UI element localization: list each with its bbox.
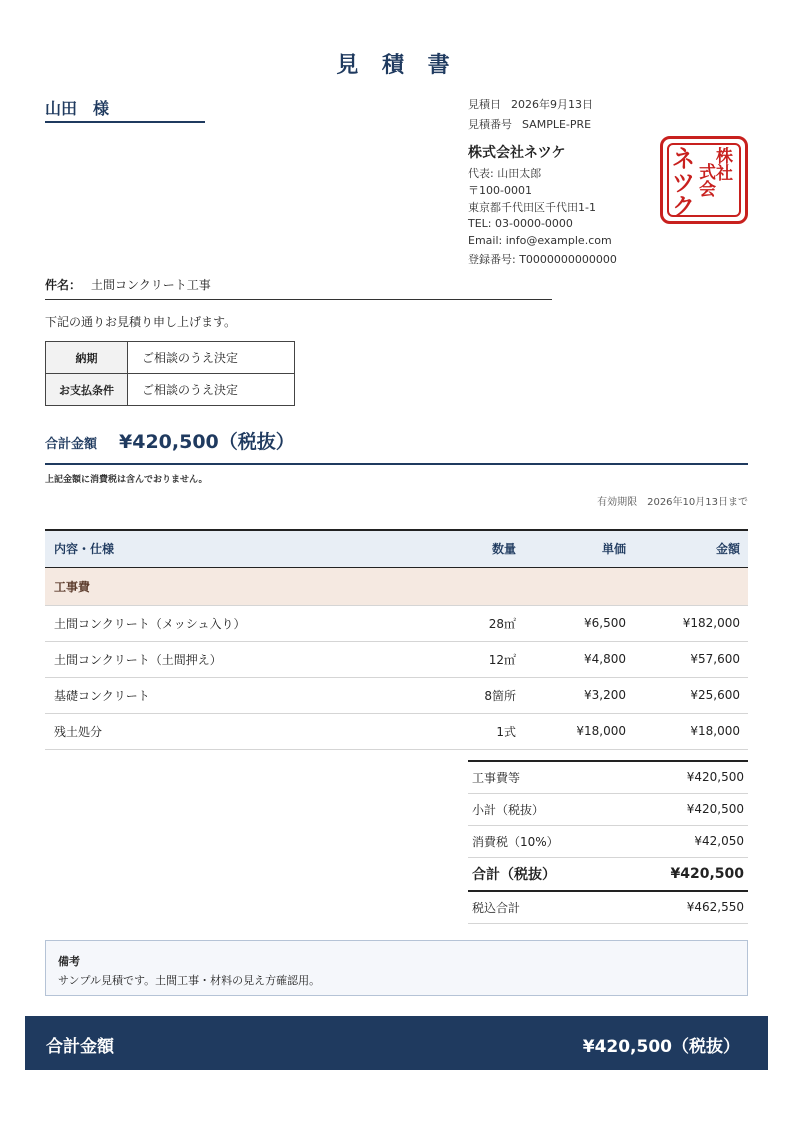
header-unit: 単価 xyxy=(516,530,626,567)
validity-period xyxy=(597,493,748,508)
items-header-row xyxy=(45,530,748,567)
item-qty: 12㎡ xyxy=(426,641,516,677)
subject-label: 件名： xyxy=(45,278,82,292)
section-row xyxy=(45,567,748,605)
footer-total-label: 合計金額 xyxy=(46,1037,114,1057)
tax-included-value: ¥462,550 xyxy=(618,891,748,923)
header-name: 内容・仕様 xyxy=(45,530,426,567)
condition-label: お支払条件 xyxy=(46,374,128,406)
items-table xyxy=(45,529,748,750)
remarks-label: 備考 xyxy=(58,955,80,968)
company-name: 株式会社ネツケ xyxy=(468,145,566,161)
summary-table xyxy=(468,760,748,924)
summary-value: ¥420,500 xyxy=(618,793,748,825)
validity-value: 2026年10月13日まで xyxy=(647,497,748,508)
summary-row xyxy=(468,891,748,923)
item-amount: ¥182,000 xyxy=(626,605,748,641)
item-name: 土間コンクリート（メッシュ入り） xyxy=(45,605,426,641)
item-unit-price: ¥4,800 xyxy=(516,641,626,677)
table-row xyxy=(45,641,748,677)
grand-total-label: 合計（税抜） xyxy=(468,857,618,891)
subject-value: 土間コンクリート工事 xyxy=(91,278,211,292)
document-title: 見 積 書 xyxy=(336,53,458,78)
customer-name: 山田 様 xyxy=(45,96,205,123)
remarks-box xyxy=(45,940,748,996)
section-label: 工事費 xyxy=(45,567,748,605)
item-qty: 8箇所 xyxy=(426,677,516,713)
item-amount: ¥25,600 xyxy=(626,677,748,713)
summary-label: 小計（税抜） xyxy=(468,793,618,825)
company-tel: TEL: 03-0000-0000 xyxy=(468,217,573,230)
item-amount: ¥18,000 xyxy=(626,713,748,749)
quote-number-value: SAMPLE-PRE xyxy=(522,118,592,131)
summary-grand-row xyxy=(468,857,748,891)
condition-row xyxy=(46,374,295,406)
company-postal: 〒100-0001 xyxy=(468,184,532,197)
summary-label: 工事費等 xyxy=(468,761,618,793)
item-amount: ¥57,600 xyxy=(626,641,748,677)
header-qty: 数量 xyxy=(426,530,516,567)
validity-label: 有効期限 xyxy=(597,497,638,508)
table-row xyxy=(45,605,748,641)
intro-text: 下記の通りお見積り申し上げます。 xyxy=(45,315,237,329)
subject-line xyxy=(45,276,552,300)
summary-row xyxy=(468,761,748,793)
summary-label: 消費税（10%） xyxy=(468,825,618,857)
tax-included-label: 税込合計 xyxy=(468,891,618,923)
tax-note: 上記金額に消費税は含んでおりません。 xyxy=(45,475,208,485)
quote-date-value: 2026年9月13日 xyxy=(511,98,593,111)
company-address: 東京都千代田区千代田1-1 xyxy=(468,201,596,214)
quote-date-label: 見積日 xyxy=(468,98,501,111)
company-seal-stamp xyxy=(660,136,748,224)
remarks-text: サンプル見積です。土間工事・材料の見え方確認用。 xyxy=(58,974,321,987)
item-name: 基礎コンクリート xyxy=(45,677,426,713)
item-name: 残土処分 xyxy=(45,713,426,749)
item-unit-price: ¥3,200 xyxy=(516,677,626,713)
condition-label: 納期 xyxy=(46,342,128,374)
table-row xyxy=(45,713,748,749)
company-email: Email: info@example.com xyxy=(468,234,612,247)
table-row xyxy=(45,677,748,713)
company-registration: 登録番号: T0000000000000 xyxy=(468,253,617,266)
total-amount-label: 合計金額 xyxy=(45,437,98,452)
footer-total-value: ¥420,500（税抜） xyxy=(582,1037,740,1057)
seal-text-left: ネツク xyxy=(667,146,695,218)
company-representative: 代表: 山田太郎 xyxy=(468,167,542,180)
total-amount-value: ¥420,500（税抜） xyxy=(119,431,295,453)
summary-row xyxy=(468,825,748,857)
header-amount: 金額 xyxy=(626,530,748,567)
quote-number-label: 見積番号 xyxy=(468,118,512,131)
footer-total-bar xyxy=(25,1016,768,1070)
quote-date xyxy=(468,96,593,112)
item-name: 土間コンクリート（土間押え） xyxy=(45,641,426,677)
summary-row xyxy=(468,793,748,825)
conditions-table xyxy=(45,341,295,406)
condition-value: ご相談のうえ決定 xyxy=(128,374,295,406)
summary-value: ¥420,500 xyxy=(618,761,748,793)
condition-row xyxy=(46,342,295,374)
item-qty: 28㎡ xyxy=(426,605,516,641)
item-qty: 1式 xyxy=(426,713,516,749)
item-unit-price: ¥18,000 xyxy=(516,713,626,749)
seal-text-middle: 式会 xyxy=(695,163,715,197)
item-unit-price: ¥6,500 xyxy=(516,605,626,641)
seal-text-right-top: 株社 xyxy=(712,147,732,181)
total-amount-bar xyxy=(45,424,748,465)
quote-number xyxy=(468,116,591,132)
summary-value: ¥42,050 xyxy=(618,825,748,857)
grand-total-value: ¥420,500 xyxy=(618,857,748,891)
condition-value: ご相談のうえ決定 xyxy=(128,342,295,374)
